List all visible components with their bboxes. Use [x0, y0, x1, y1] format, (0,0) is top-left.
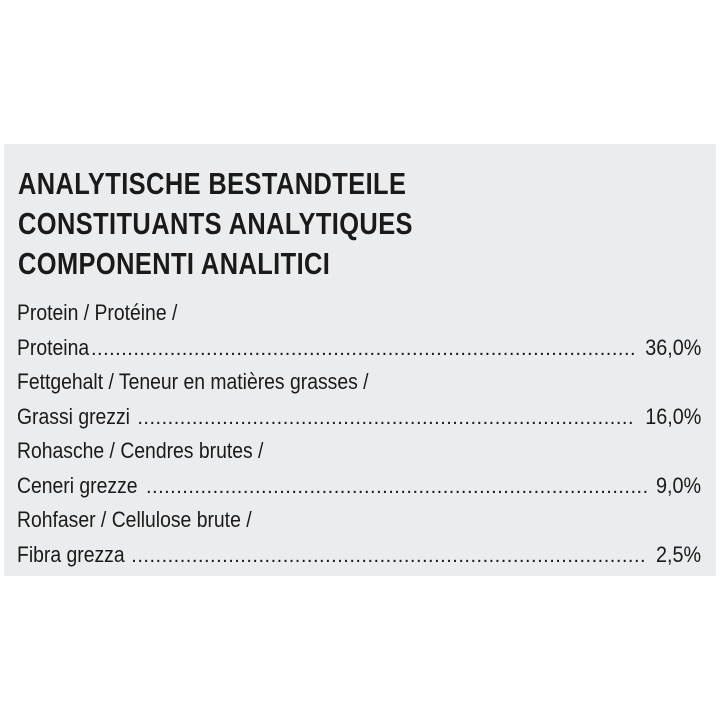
heading-german: ANALYTISCHE BESTANDTEILE	[18, 166, 407, 201]
dot-leader	[146, 470, 647, 504]
analytical-constituents-panel	[4, 144, 716, 576]
heading-french: CONSTITUANTS ANALYTIQUES	[18, 206, 413, 241]
heading-italian: COMPONENTI ANALITICI	[18, 246, 331, 281]
dot-leader	[131, 539, 647, 573]
ash-row	[17, 469, 701, 504]
protein-names: Protein / Protéine /	[17, 300, 178, 325]
constituents-list	[17, 296, 701, 572]
ash-label: Ceneri grezze	[17, 472, 138, 498]
fat-value: 16,0%	[644, 403, 701, 429]
section-heading	[18, 164, 413, 284]
ash-names: Rohasche / Cendres brutes /	[17, 438, 264, 463]
protein-value: 36,0%	[644, 334, 701, 360]
protein-row	[17, 331, 701, 366]
fibre-value: 2,5%	[655, 541, 701, 567]
protein-label: Proteina	[17, 334, 90, 360]
fat-label: Grassi grezzi	[17, 403, 130, 429]
fibre-names: Rohfaser / Cellulose brute /	[17, 507, 252, 532]
fat-names: Fettgehalt / Teneur en matières grasses /	[17, 369, 369, 394]
fibre-row	[17, 538, 701, 573]
ash-value: 9,0%	[655, 472, 701, 498]
fibre-label: Fibra grezza	[17, 541, 125, 567]
dot-leader	[91, 332, 635, 366]
dot-leader	[137, 401, 634, 435]
fat-row	[17, 400, 701, 435]
